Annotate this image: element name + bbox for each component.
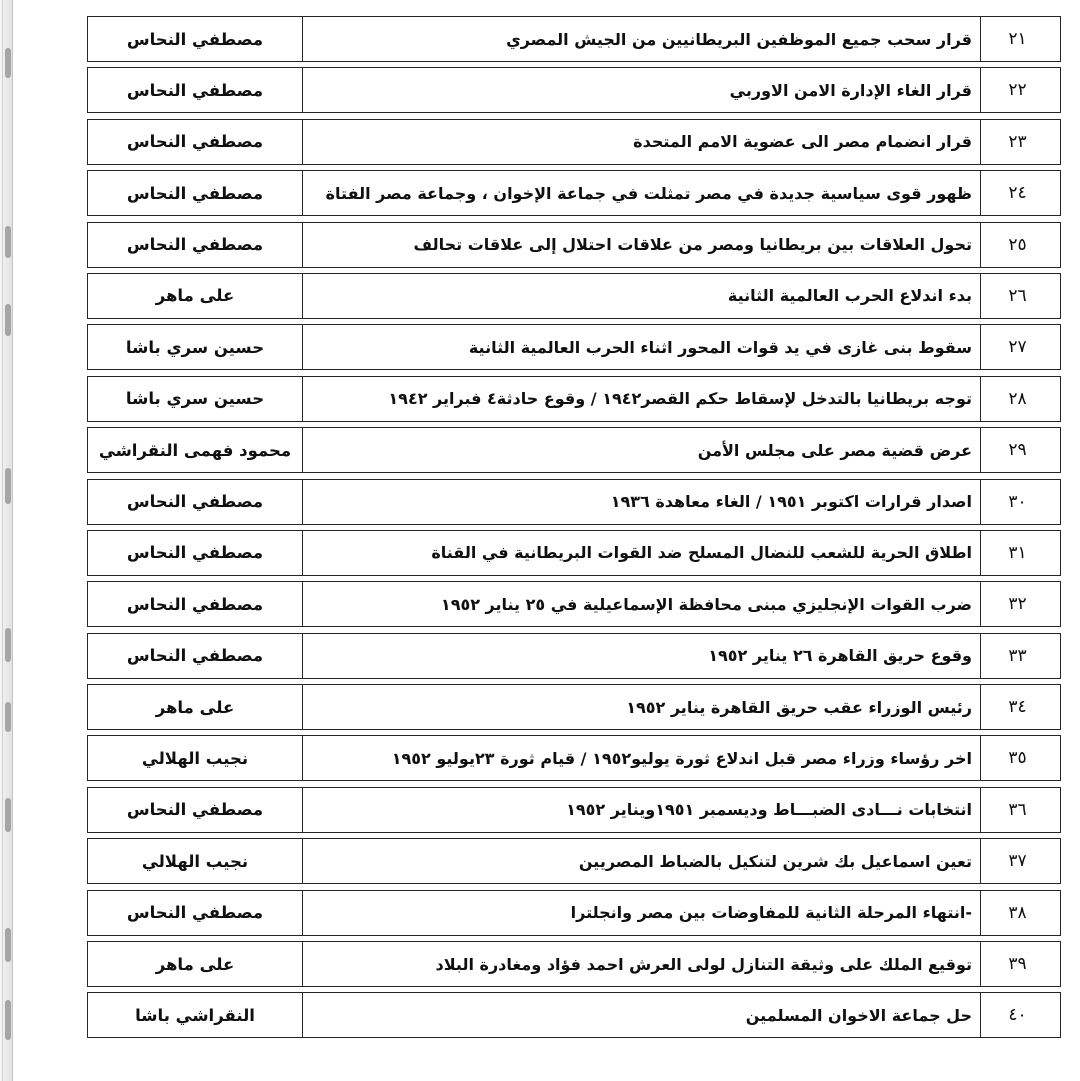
table-row <box>87 273 1061 319</box>
table-row <box>87 479 1061 525</box>
leader-name: مصطفي النحاس <box>126 492 264 512</box>
page-edge-mark <box>5 628 11 662</box>
row-serial-number: ٢١ <box>1008 29 1027 49</box>
event-description: قرار الغاء الإدارة الامن الاوربي <box>302 68 981 112</box>
table-row <box>87 16 1061 62</box>
event-description: بدء اندلاع الحرب العالمية الثانية <box>302 274 981 318</box>
event-description: وقوع حريق القاهرة ٢٦ يناير ١٩٥٢ <box>302 634 981 678</box>
event-description: اطلاق الحرية للشعب للنضال المسلح ضد القوات البريطانية في القناة <box>302 531 981 575</box>
events-table <box>87 16 1061 1044</box>
table-row <box>87 992 1061 1038</box>
page-edge-mark <box>5 48 11 78</box>
row-serial-number: ٢٥ <box>1008 234 1027 255</box>
event-description: توقيع الملك على وثيقة التنازل لولى العرش احمد فؤاد ومغادرة البلاد <box>302 942 981 986</box>
table-row <box>87 427 1061 473</box>
table-row <box>87 170 1061 216</box>
table-row <box>87 633 1061 679</box>
leader-name: مصطفي النحاس <box>126 543 264 563</box>
row-serial-number: ٢٢ <box>1008 80 1027 101</box>
leader-name: على ماهر <box>155 954 235 974</box>
table-row <box>87 324 1061 370</box>
row-serial-number: ٣٣ <box>1008 645 1027 666</box>
event-description: رئيس الوزراء عقب حريق القاهرة يناير ١٩٥٢ <box>302 685 981 729</box>
event-description: قرار انضمام مصر الى عضوية الامم المتحدة <box>302 120 981 164</box>
page-edge-mark <box>5 304 11 336</box>
event-description: حل جماعة الاخوان المسلمين <box>302 993 981 1037</box>
table-row <box>87 581 1061 627</box>
event-description: تعين اسماعيل بك شرين لتنكيل بالضباط المصريين <box>302 839 981 883</box>
event-description: -انتهاء المرحلة الثانية للمفاوضات بين مصر وانجلترا <box>302 891 981 935</box>
leader-name: مصطفي النحاس <box>126 29 264 49</box>
leader-name: مصطفي النحاس <box>126 183 264 203</box>
row-serial-number: ٢٤ <box>1008 183 1027 204</box>
row-serial-number: ٢٧ <box>1008 337 1027 358</box>
leader-name: مصطفي النحاس <box>126 646 264 666</box>
event-description: اخر رؤساء وزراء مصر قبل اندلاع ثورة يوليو١٩٥٢ / قيام ثورة ٢٣يوليو ١٩٥٢ <box>302 736 981 780</box>
row-serial-number: ٢٣ <box>1008 131 1027 152</box>
leader-name: حسين سري باشا <box>125 337 265 357</box>
event-description: ظهور قوى سياسية جديدة في مصر تمثلت في جماعة الإخوان ، وجماعة مصر الفتاة <box>302 171 981 215</box>
row-serial-number: ٣١ <box>1008 542 1027 563</box>
page-edge-mark <box>5 928 11 962</box>
row-serial-number: ٣٠ <box>1008 491 1027 512</box>
page-edge-mark <box>5 1000 11 1040</box>
event-description: تحول العلاقات بين بريطانيا ومصر من علاقات احتلال إلى علاقات تحالف <box>302 223 981 267</box>
leader-name: النقراشي باشا <box>135 1005 255 1025</box>
page-edge-mark <box>5 798 11 832</box>
page-edge-strip <box>0 0 13 1081</box>
table-row <box>87 941 1061 987</box>
row-serial-number: ٢٦ <box>1008 285 1027 306</box>
event-description: عرض قضية مصر على مجلس الأمن <box>302 428 981 472</box>
event-description: ضرب القوات الإنجليزي مبنى محافظة الإسماعيلية في ٢٥ يناير ١٩٥٢ <box>302 582 981 626</box>
event-description: اصدار قرارات اكتوبر ١٩٥١ / الغاء معاهدة ١٩٣٦ <box>302 480 981 524</box>
table-row <box>87 222 1061 268</box>
table-row <box>87 838 1061 884</box>
table-row <box>87 376 1061 422</box>
leader-name: مصطفي النحاس <box>126 903 264 923</box>
event-description: سقوط بنى غازى في يد قوات المحور اثناء الحرب العالمية الثانية <box>302 325 981 369</box>
row-serial-number: ٢٩ <box>1008 440 1027 461</box>
leader-name: على ماهر <box>155 286 235 306</box>
leader-name: نجيب الهلالي <box>141 748 249 768</box>
page-edge-mark <box>5 468 11 504</box>
row-serial-number: ٣٤ <box>1008 697 1027 718</box>
page-edge-line <box>2 0 3 1081</box>
table-row <box>87 890 1061 936</box>
leader-name: محمود فهمى النقراشي <box>98 440 292 460</box>
event-description: توجه بريطانيا بالتدخل لإسقاط حكم القصر١٩٤٢ / وقوع حادثة٤ فبراير ١٩٤٢ <box>302 377 981 421</box>
leader-name: مصطفي النحاس <box>126 235 264 255</box>
page-edge-mark <box>5 226 11 258</box>
leader-name: على ماهر <box>155 697 235 717</box>
table-row <box>87 67 1061 113</box>
row-serial-number: ٣٦ <box>1008 799 1027 820</box>
row-serial-number: ٣٥ <box>1008 748 1027 769</box>
event-description: قرار سحب جميع الموظفين البريطانيين من الجيش المصري <box>302 17 981 61</box>
leader-name: مصطفي النحاس <box>126 594 264 614</box>
row-serial-number: ٤٠ <box>1008 1005 1027 1026</box>
table-row <box>87 684 1061 730</box>
row-serial-number: ٣٩ <box>1008 954 1027 975</box>
leader-name: حسين سري باشا <box>125 389 265 409</box>
event-description: انتخابات نـــادى الضبـــاط وديسمبر ١٩٥١ويناير ١٩٥٢ <box>302 788 981 832</box>
row-serial-number: ٢٨ <box>1008 388 1027 409</box>
row-serial-number: ٣٢ <box>1008 594 1027 615</box>
table-row <box>87 735 1061 781</box>
row-serial-number: ٣٧ <box>1008 851 1027 872</box>
table-row <box>87 530 1061 576</box>
leader-name: مصطفي النحاس <box>126 800 264 820</box>
leader-name: مصطفي النحاس <box>126 132 264 152</box>
row-serial-number: ٣٨ <box>1008 902 1027 923</box>
table-row <box>87 787 1061 833</box>
leader-name: نجيب الهلالي <box>141 851 249 871</box>
leader-name: مصطفي النحاس <box>126 80 264 100</box>
page-edge-mark <box>5 702 11 732</box>
table-row <box>87 119 1061 165</box>
